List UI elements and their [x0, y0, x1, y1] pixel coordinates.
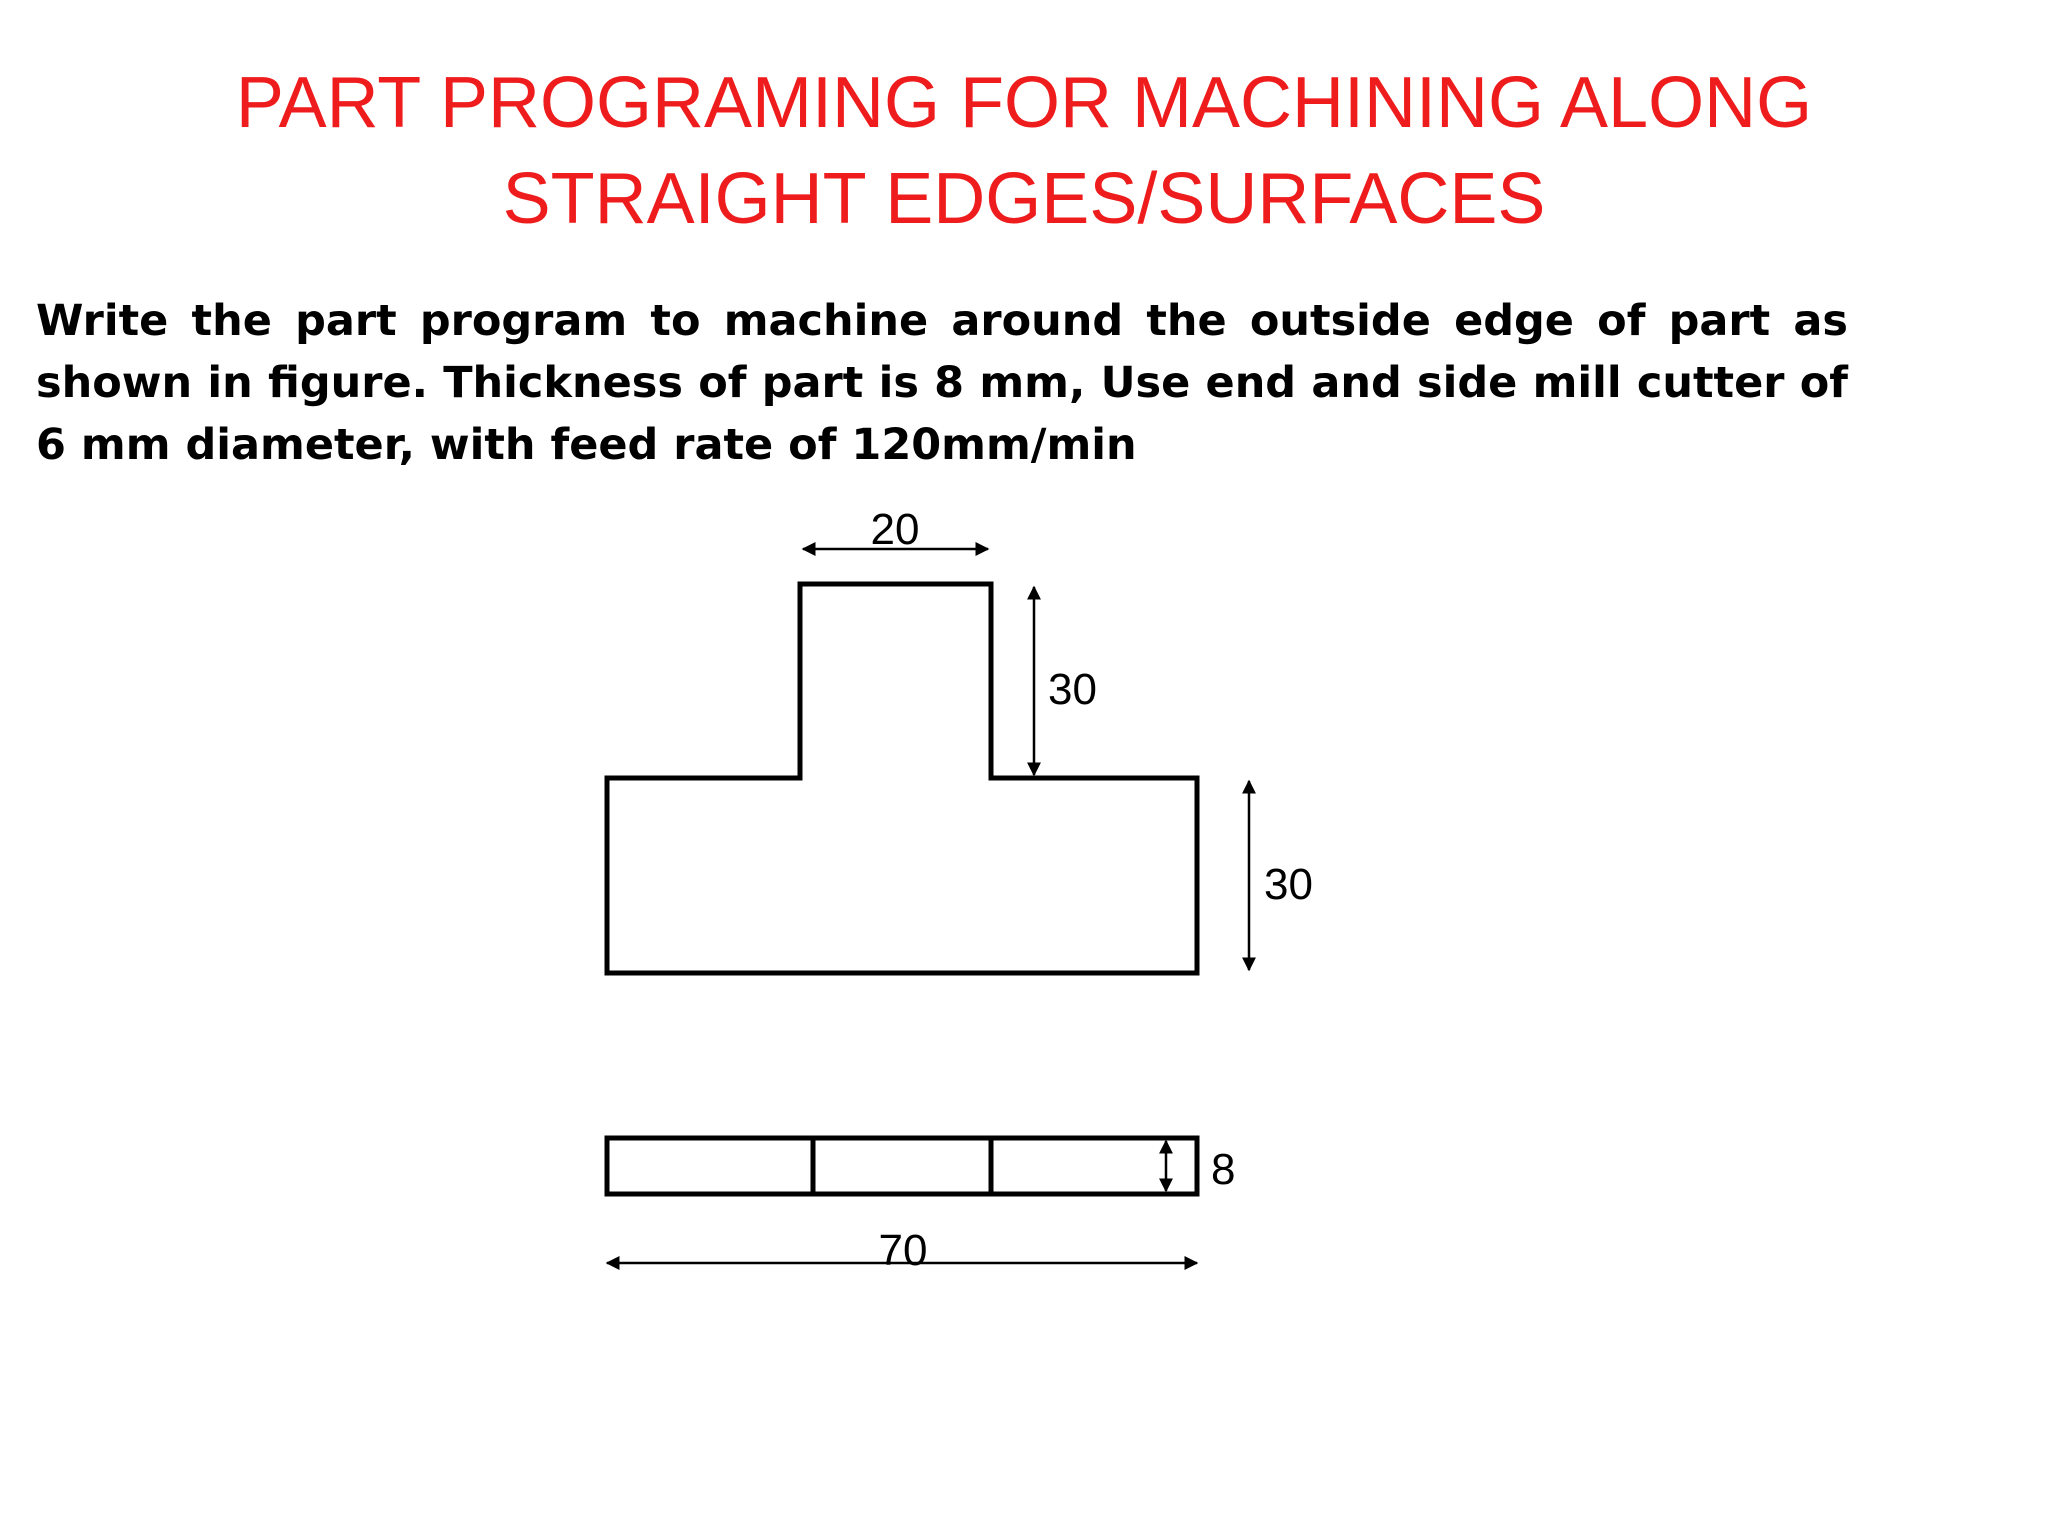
problem-statement: Write the part program to machine around the outside edge of part as shown in figure. Thickness of part is 8 mm, Use end and side mill cutter of 6 mm diameter, with feed rate of 120mm/min	[36, 296, 1848, 470]
dimension-label-thickness: 8	[1211, 1145, 1236, 1194]
part-front-view-outline	[607, 584, 1197, 973]
dimension-label-boss-width: 20	[870, 505, 920, 554]
part-side-view-outline	[607, 1138, 1197, 1194]
dimension-label-boss-height: 30	[1048, 665, 1097, 714]
slide-title: PART PROGRAMING FOR MACHINING ALONG STRAIGHT EDGES/SURFACES	[235, 63, 1813, 239]
dimension-label-overall-width: 70	[878, 1226, 928, 1275]
dimension-label-base-height: 30	[1264, 860, 1313, 909]
